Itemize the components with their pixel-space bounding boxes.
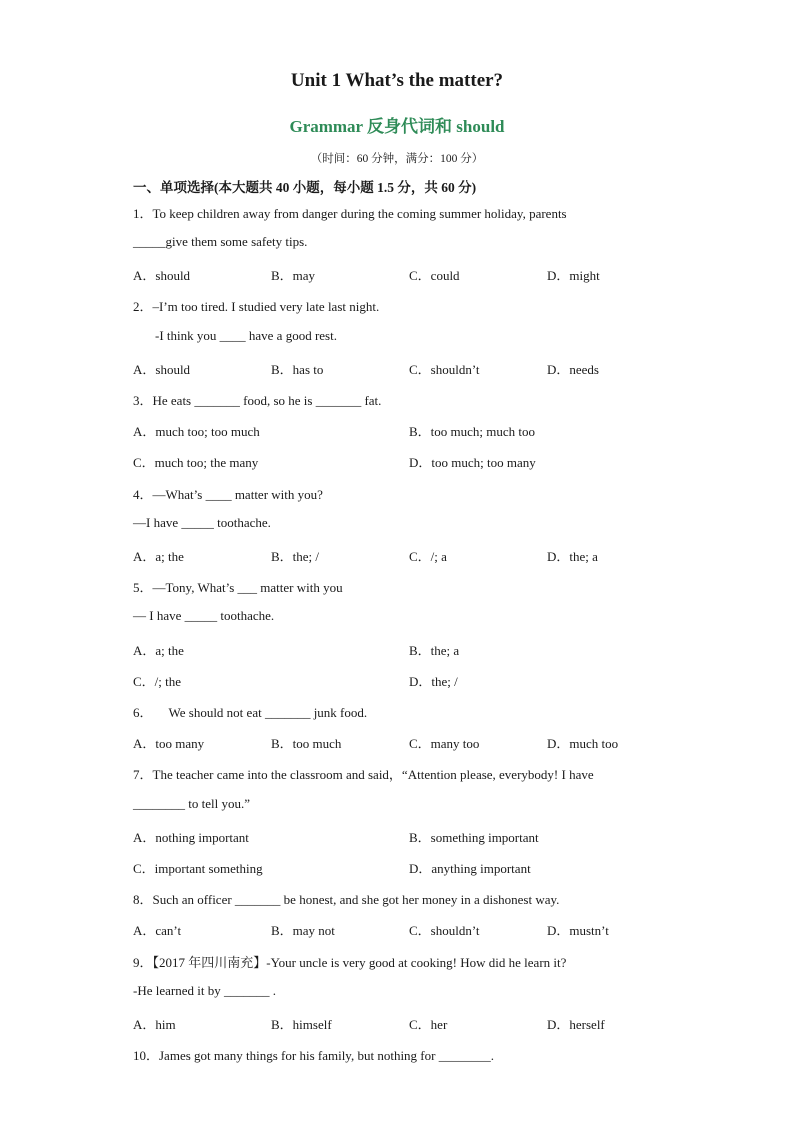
question-4-option-c[interactable]: C．/; a <box>409 549 447 564</box>
question-5-option-a[interactable]: A．a; the <box>133 643 184 658</box>
question-7-option-a[interactable]: A．nothing important <box>133 830 249 845</box>
question-7-option-d[interactable]: D．anything important <box>409 861 531 876</box>
question-7-line-2: ________ to tell you.” <box>133 796 250 811</box>
question-4-option-a[interactable]: A．a; the <box>133 549 184 564</box>
question-6-option-d[interactable]: D．much too <box>547 736 619 751</box>
question-5-option-c[interactable]: C．/; the <box>133 674 182 689</box>
question-2-line-2: -I think you ____ have a good rest. <box>155 328 337 343</box>
question-6-option-b[interactable]: B．too much <box>271 736 342 751</box>
question-1-line-2: _____give them some safety tips. <box>133 234 308 249</box>
question-8-option-b[interactable]: B．may not <box>271 923 335 938</box>
question-4-option-b[interactable]: B．the; / <box>271 549 320 564</box>
question-9-line-1: 9．【2017 年四川南充】-Your uncle is very good at cooking! How did he learn it? <box>133 955 567 970</box>
question-5-option-d[interactable]: D．the; / <box>409 674 458 689</box>
question-1-option-b[interactable]: B．may <box>271 268 316 283</box>
question-4-line-2: —I have _____ toothache. <box>133 515 271 530</box>
question-4-line-1: 4．—What’s ____ matter with you? <box>133 487 323 502</box>
question-8-line-1: 8．Such an officer _______ be honest, and she got her money in a dishonest way. <box>133 892 560 907</box>
question-8-option-c[interactable]: C．shouldn’t <box>409 923 480 938</box>
question-1-option-c[interactable]: C．could <box>409 268 460 283</box>
question-7-line-1: 7．The teacher came into the classroom and said，“Attention please, everybody! I have <box>133 767 594 782</box>
question-6-line-1: 6． We should not eat _______ junk food. <box>133 705 368 720</box>
question-6-option-a[interactable]: A．too many <box>133 736 205 751</box>
question-9-option-d[interactable]: D．herself <box>547 1017 605 1032</box>
question-3-option-d[interactable]: D．too much; too many <box>409 455 536 470</box>
question-9-option-a[interactable]: A．him <box>133 1017 176 1032</box>
question-5-line-2: — I have _____ toothache. <box>133 608 275 623</box>
question-2-line-1: 2．–I’m too tired. I studied very late last night. <box>133 299 380 314</box>
question-5-line-1: 5．—Tony, What’s ___ matter with you <box>133 580 343 595</box>
question-3-option-b[interactable]: B．too much; much too <box>409 424 536 439</box>
page-subtitle: Grammar 反身代词和 should <box>289 117 505 136</box>
question-4-option-d[interactable]: D．the; a <box>547 549 598 564</box>
question-3-option-a[interactable]: A．much too; too much <box>133 424 260 439</box>
question-7-option-c[interactable]: C．important something <box>133 861 263 876</box>
question-1-line-1: 1．To keep children away from danger during the coming summer holiday, parents <box>133 206 567 221</box>
question-9-line-2: -He learned it by _______ . <box>133 983 276 998</box>
exam-meta: （时间：60 分钟，满分：100 分） <box>310 153 484 165</box>
question-5-option-b[interactable]: B．the; a <box>409 643 460 658</box>
question-2-option-d[interactable]: D．needs <box>547 362 599 377</box>
question-6-option-c[interactable]: C．many too <box>409 736 480 751</box>
question-8-option-d[interactable]: D．mustn’t <box>547 923 609 938</box>
section-title: 一、单项选择(本大题共 40 小题，每小题 1.5 分，共 60 分) <box>133 180 477 195</box>
question-7-option-b[interactable]: B．something important <box>409 830 539 845</box>
question-1-option-d[interactable]: D．might <box>547 268 600 283</box>
page-title: Unit 1 What’s the matter? <box>290 70 504 91</box>
question-1-option-a[interactable]: A．should <box>133 268 191 283</box>
question-3-line-1: 3．He eats _______ food, so he is _______ fat. <box>133 393 382 408</box>
question-2-option-c[interactable]: C．shouldn’t <box>409 362 480 377</box>
question-3-option-c[interactable]: C．much too; the many <box>133 455 259 470</box>
question-9-option-c[interactable]: C．her <box>409 1017 448 1032</box>
question-10-line-1: 10．James got many things for his family, but nothing for ________. <box>133 1048 494 1063</box>
question-9-option-b[interactable]: B．himself <box>271 1017 332 1032</box>
question-2-option-b[interactable]: B．has to <box>271 362 324 377</box>
question-2-option-a[interactable]: A．should <box>133 362 191 377</box>
question-8-option-a[interactable]: A．can’t <box>133 923 182 938</box>
